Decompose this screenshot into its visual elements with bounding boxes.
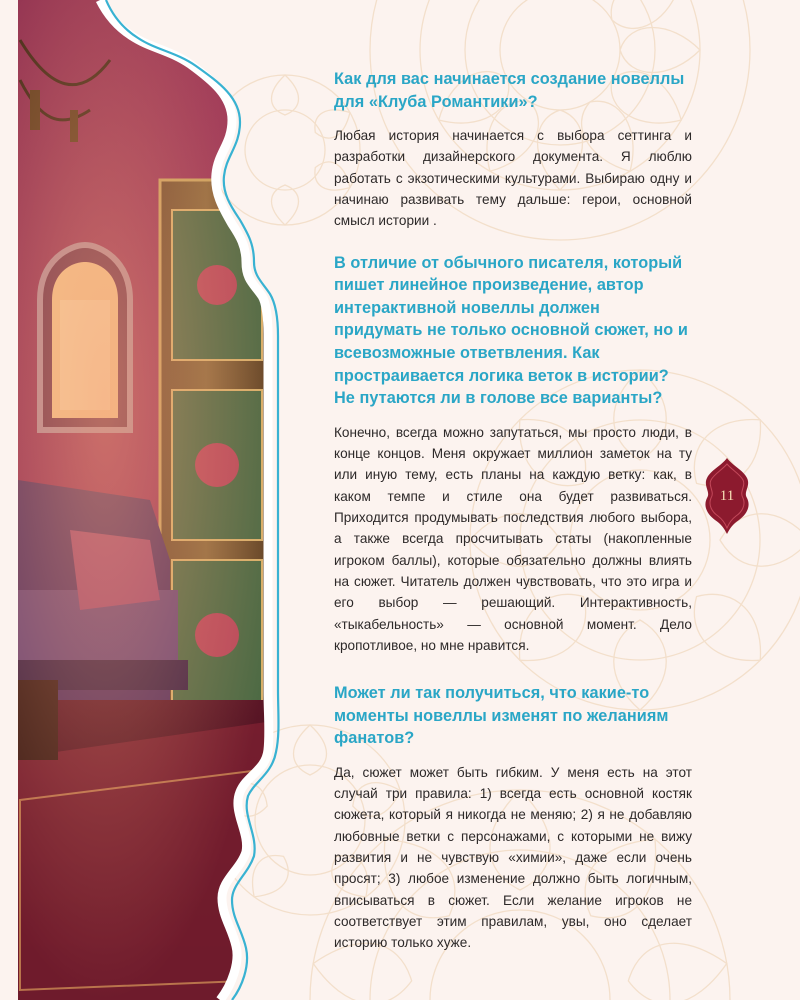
question-heading: Может ли так получиться, что какие-то моменты новеллы изменят по желаниям фанатов? [334,684,669,748]
answer-paragraph: Да, сюжет может быть гибким. У меня есть на этот случай три правила: 1) всегда есть основной костяк сюжета, который я никогда не меняю; 2) я не добавляю любовные ветки с персонажами, с которыми не вижу развития и не чувствую «химии», даже если очень просят; 3) любое изменение должно быть логичным, вписываться в сюжет. Если желание игроков не соответствует этим правилам, увы, оно сделает историю только хуже. [334,764,692,951]
qa-section [334,252,692,656]
page-number: 11 [719,488,735,504]
answer-paragraph: Конечно, всегда можно запутаться, мы просто люди, в конце концов. Меня окружает миллион заметок на ту или иную тему, есть планы на каждую ветку: как, в каком темпе и стиле она будет развиваться. Приходится продумывать последствия любого выбора, а также всегда просчитывать статы (накопленные игроком баллы), которые обязательно должны влиять на сюжет. Читатель должен чувствовать, что это игра и его выбор — решающий. Интерактивность, «тыкабельность» — основной момент. Дело кропотливое, но мне нравится. [334,424,692,653]
answer-paragraph: Любая история начинается с выбора сеттинга и разработки дизайнерского документа. Я люблю работать с экзотическими культурами. Выбираю одну и начинаю развивать тему дальше: герои, основной смысл истории . [334,128,692,229]
article-column [334,68,692,980]
question-heading: В отличие от обычного писателя, который пишет линейное произведение, автор интерактивной новеллы должен придумать не только основной сюжет, но и всевозможные ответвления. Как простраивается логика веток в истории? Не путаются ли в голове все варианты? [334,253,688,408]
qa-section [334,68,692,232]
question-heading: Как для вас начинается создание новеллы для «Клуба Романтики»? [334,70,685,111]
qa-section [334,682,692,953]
